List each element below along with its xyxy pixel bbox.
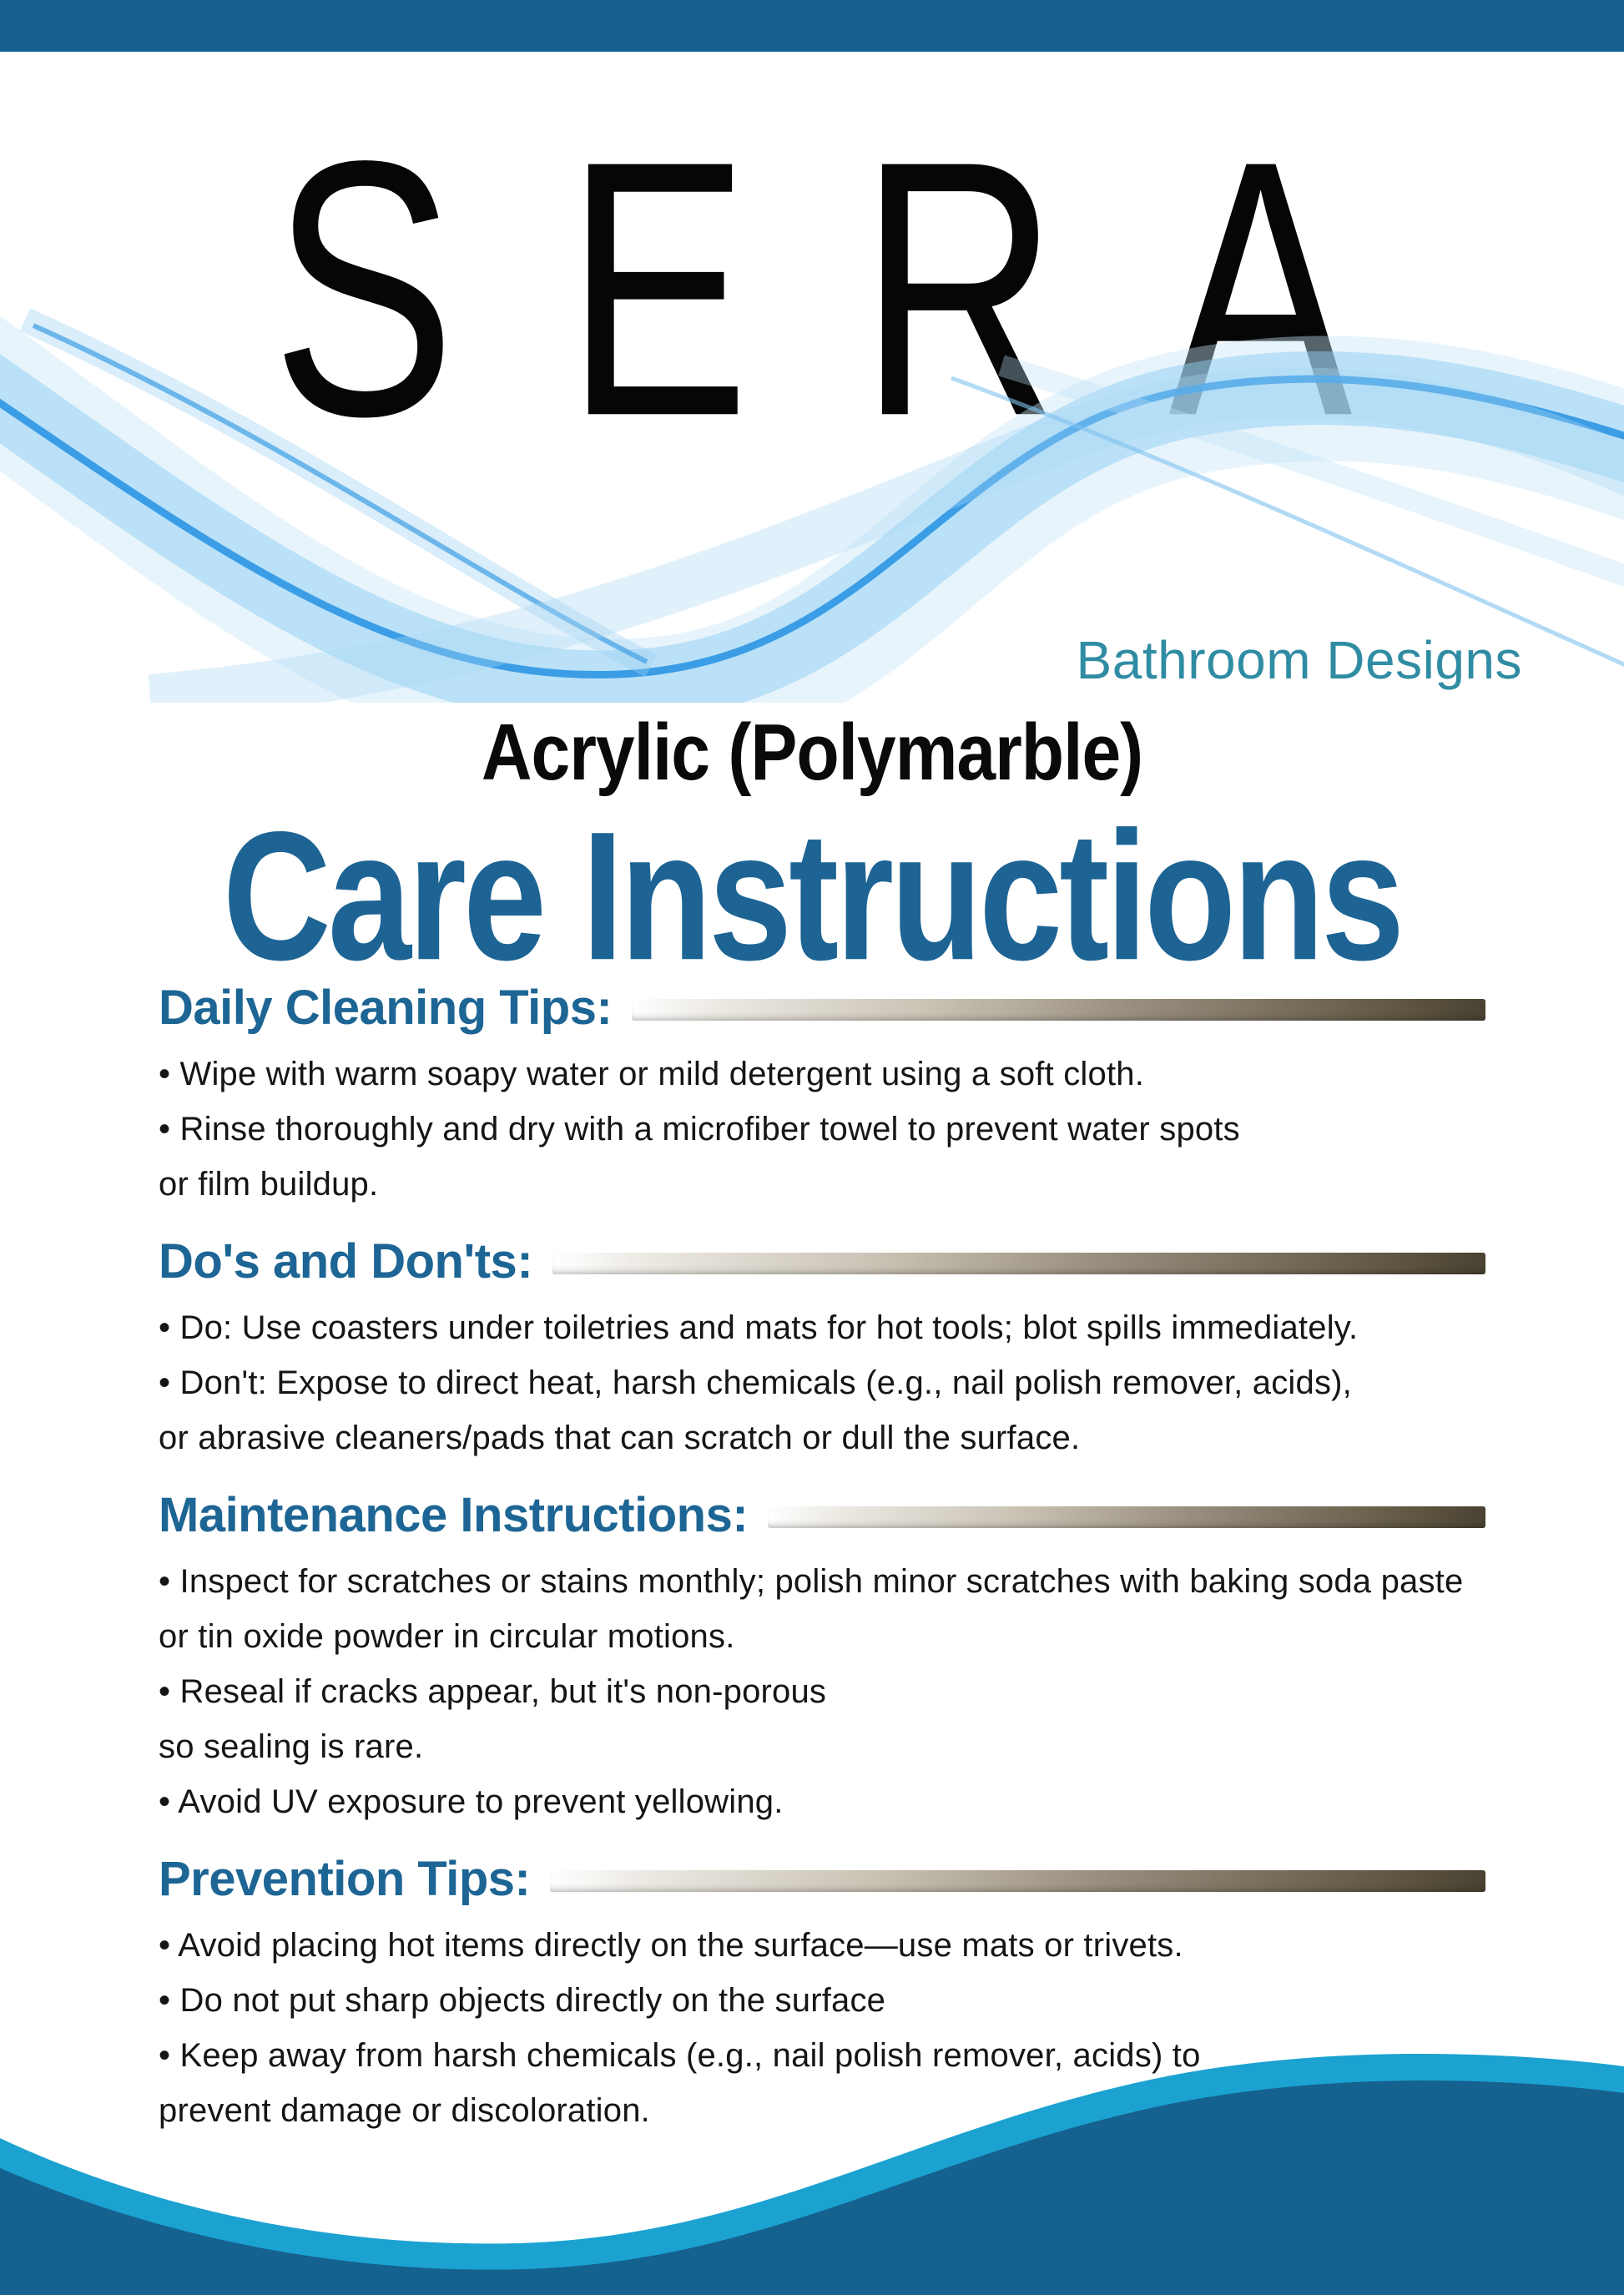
top-accent-bar [0,0,1624,52]
bullet-line-continuation: or tin oxide powder in circular motions. [159,1618,735,1655]
section-heading: Maintenance Instructions: [159,1488,749,1542]
section-heading-row [159,1849,1571,1909]
section-divider-bar [768,1506,1485,1528]
page-title: Care Instructions [222,794,1402,999]
bullet-line: • Do not put sharp objects directly on the surface [159,1982,886,2019]
bullet-line: • Avoid UV exposure to prevent yellowing. [159,1783,784,1820]
section-daily-cleaning-tips [159,978,1571,1212]
content-area [159,978,1571,2158]
section-heading: Do's and Don'ts: [159,1234,533,1289]
footer-wave-graphic [0,2020,1624,2295]
section-heading: Daily Cleaning Tips: [159,981,613,1035]
section-divider-bar [552,1253,1485,1274]
section-heading-row [159,1485,1571,1546]
bullet-line-continuation: or abrasive cleaners/pads that can scratch or dull the surface. [159,1420,1081,1456]
bullet-line-continuation: so sealing is rare. [159,1728,424,1765]
section-heading-row [159,1232,1571,1292]
section-dos-and-donts [159,1232,1571,1465]
bullet-line: • Wipe with warm soapy water or mild detergent using a soft cloth. [159,1056,1145,1092]
tagline: Bathroom Designs [1076,630,1522,690]
bullet-line: • Don't: Expose to direct heat, harsh chemicals (e.g., nail polish remover, acids), [159,1364,1352,1401]
section-heading-row [159,978,1571,1038]
section-divider-bar [550,1870,1485,1892]
brand-wordmark: SERA [271,84,1463,492]
section-heading: Prevention Tips: [159,1852,531,1906]
bullet-line-continuation: prevent damage or discoloration. [159,2092,650,2129]
section-divider-bar [632,999,1485,1021]
bullet-line: • Inspect for scratches or stains monthly; polish minor scratches with baking soda paste [159,1563,1464,1600]
bullet-line: • Rinse thoroughly and dry with a microfiber towel to prevent water spots [159,1111,1240,1148]
material-subtitle: Acrylic (Polymarble) [481,707,1143,797]
section-maintenance-instructions [159,1485,1571,1829]
bullet-line: • Reseal if cracks appear, but it's non-porous [159,1673,827,1710]
bullet-line: • Keep away from harsh chemicals (e.g., nail polish remover, acids) to [159,2037,1201,2074]
bullet-line-continuation: or film buildup. [159,1166,379,1203]
bullet-line: • Do: Use coasters under toiletries and mats for hot tools; blot spills immediately. [159,1309,1359,1346]
bullet-line: • Avoid placing hot items directly on the surface—use mats or trivets. [159,1927,1183,1964]
